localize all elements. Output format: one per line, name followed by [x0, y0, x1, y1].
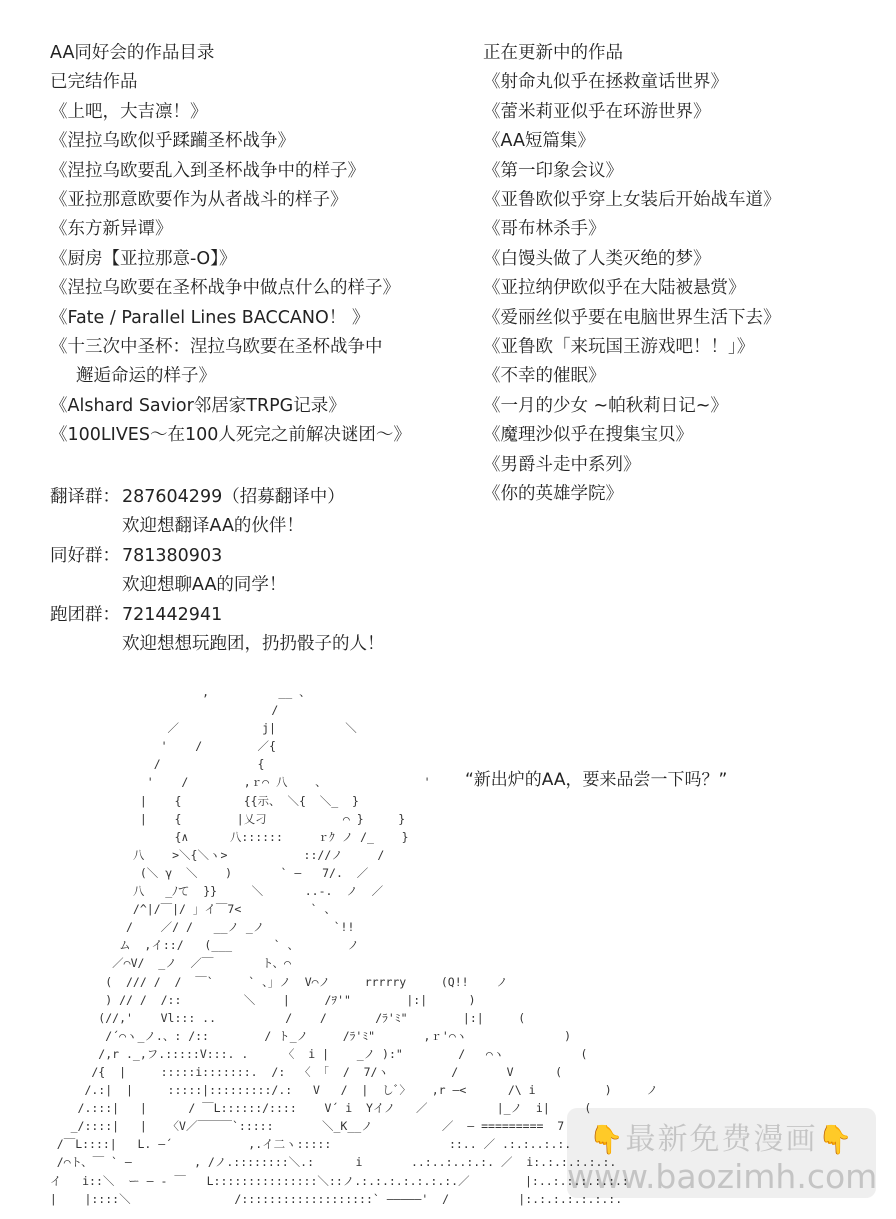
speech-quote: “新出炉的AA，要来品尝一下吗？” — [465, 770, 728, 790]
watermark-url: www.baozimh.com — [567, 1157, 878, 1196]
work-title: 《Alshard Savior邻居家TRPG记录》 — [50, 395, 346, 416]
work-title: 《亚鲁欧似乎穿上女装后开始战车道》 — [483, 190, 781, 211]
work-title: 《不幸的催眠》 — [483, 366, 606, 387]
work-title: 《涅拉乌欧似乎蹂躏圣杯战争》 — [50, 131, 295, 152]
pointing-down-hand-icon: 👇 — [588, 1123, 626, 1156]
group-number: 721442941 — [122, 604, 223, 625]
ongoing-section-heading: 正在更新中的作品 — [483, 43, 623, 63]
fan-group-row — [50, 542, 385, 571]
group-note: 欢迎想想玩跑团，扔扔骰子的人！ — [122, 634, 385, 655]
work-title: 《一月的少女 ~帕秋莉日记~》 — [483, 395, 728, 416]
work-title: 《涅拉乌欧要乱入到圣杯战争中的样子》 — [50, 160, 365, 181]
group-note: 欢迎想翻译AA的伙伴！ — [122, 516, 304, 537]
completed-section-heading: 已完结作品 — [50, 72, 138, 93]
work-title: 《射命丸似乎在拯救童话世界》 — [483, 72, 728, 93]
group-info — [50, 483, 385, 659]
work-title: 《白馒头做了人类灭绝的梦》 — [483, 248, 711, 269]
work-title: 《亚拉纳伊欧似乎在大陆被悬赏》 — [483, 278, 746, 299]
work-title: 《厨房【亚拉那意-O】》 — [50, 248, 237, 269]
group-note: 欢迎想聊AA的同学！ — [122, 575, 287, 596]
work-title: 《亚拉那意欧要作为从者战斗的样子》 — [50, 190, 348, 211]
work-title: 《涅拉乌欧要在圣杯战争中做点什么的样子》 — [50, 278, 400, 299]
group-label: 跑团群： — [50, 604, 120, 625]
group-number: 781380903 — [122, 545, 223, 566]
work-title: 《上吧，大吉凛！》 — [50, 101, 208, 122]
trpg-group-row — [50, 601, 385, 630]
translation-group-row — [50, 483, 385, 512]
work-title: 《AA短篇集》 — [483, 131, 595, 152]
work-title: 《魔理沙似乎在搜集宝贝》 — [483, 425, 693, 446]
completed-works-column — [50, 39, 411, 451]
work-title: 《男爵斗走中系列》 — [483, 454, 641, 475]
work-title: 《100LIVES～在100人死完之前解决谜团～》 — [50, 425, 411, 446]
work-title-continuation: 邂逅命运的样子》 — [76, 366, 216, 387]
ongoing-works-column — [483, 39, 781, 510]
work-title: 《哥布林杀手》 — [483, 219, 606, 240]
group-label: 同好群： — [50, 545, 120, 566]
catalog-title: AA同好会的作品目录 — [50, 43, 215, 63]
pointing-down-hand-icon: 👇 — [817, 1123, 855, 1156]
group-label: 翻译群： — [50, 487, 120, 507]
work-title: 《东方新异谭》 — [50, 219, 173, 240]
work-title: 《亚鲁欧「来玩国王游戏吧！！」》 — [483, 337, 755, 358]
work-title: 《十三次中圣杯：涅拉乌欧要在圣杯战争中 — [50, 337, 383, 358]
work-title: 《第一印象会议》 — [483, 160, 623, 181]
group-number: 287604299（招募翻译中） — [122, 487, 345, 507]
work-title: 《你的英雄学院》 — [483, 484, 623, 505]
work-title: 《蕾米莉亚似乎在环游世界》 — [483, 101, 711, 122]
work-title: 《Fate / Parallel Lines BACCANO！ 》 — [50, 307, 370, 328]
ascii-art-character: , __ 、 / ／ j| ＼ ' / ／{ / { ' / ,ｒ⌒ 八 、 ' | { {{示、 ＼{ ＼_ } | { |乂刁 ⌒ } } {∧ 八:::::: ｒｸ ノ /_ } 八 >＼{＼ヽ> :://ノ / (＼ γ ＼ ) ` ― 7/. ／ 八 _ﾉて }} ＼ ..-. ノ ／ /^|/￣|/ 」イ￣7< ` 、 / ／/ / __ノ _ノ `!! ム ,イ::/ (___ ` 、 ノ ／⌒V/ _ノ ／￣ ト、⌒ ( /// / / ￣` ` 、」ノ V⌒ノ rrrrry (Q!! ノ ) // / /:: ＼ | /ｦ'" |:| ) (//,' Vl::: .. / / /ﾗ'ﾐ" |:| ( /´⌒ヽ_ノ.、: /:: / ト_ノ /ﾗ'ﾐ" ,ｒ'⌒ヽ ) /,r ._,フ.:::::V:::. . 〈 i | _ノ ):" / ⌒ヽ ( /{ | :::::i:::::::. /: 〈 「 / 7/ヽ / V ( /.:| | :::::|:::::::::/.: V / | しﾞ〉 ,r ―< /\ i ) ノ /.:::| | / ￣L::::::/:::: V´ i Yイノ ／ |_ノ i| ( _/::::| | 〈V／￣￣￣`::::: ＼_K__ノ ／ ― ========= 7 /￣L::::| L. ―´ ,.イ二ヽ::::: ::.. ／ .:.:..:.:. /⌒ト、￣ ` ― , /ノ.::::::::＼.: i ..:..:..:.:. ／ i:.:.:.:.:.:. イ i::＼ ー ― ‐ ￣ L:::::::::::::::＼::ノ.:.:.:.:.:.:.:.／ |:..:.:.:.:.:.: | |::::＼ /:::::::::::::::::::` ―――――' / |:.:.:.:.:.:.:. — [49, 685, 658, 1206]
work-title: 《爱丽丝似乎要在电脑世界生活下去》 — [483, 307, 781, 328]
watermark-slogan: 最新免费漫画 — [625, 1122, 818, 1157]
